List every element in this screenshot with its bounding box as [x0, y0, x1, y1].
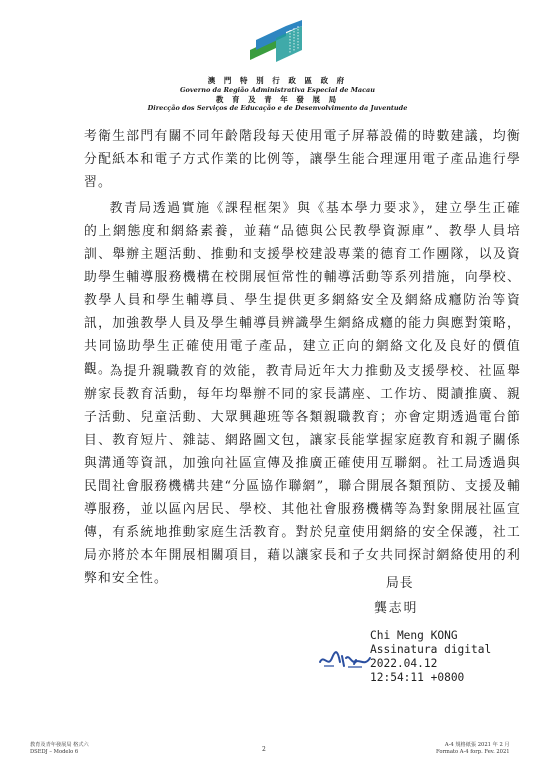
- org-name-cn: 澳 門 特 別 行 政 區 政 府: [207, 76, 348, 85]
- bureau-name-cn: 教 育 及 青 年 發 展 局: [215, 95, 340, 104]
- digital-date: 2022.04.12: [370, 657, 438, 670]
- digital-label: Assinatura digital: [370, 643, 492, 656]
- dsedj-logo-icon: [246, 20, 306, 68]
- page-number: 2: [262, 746, 266, 753]
- footer-paper-cn: A-4 規格紙張 2021 年 2 月: [444, 742, 510, 748]
- footer-form-code: DSEDJ – Modelo 6: [30, 749, 79, 755]
- footer-form-cn: 教育及青年發展局 格式六: [30, 742, 89, 748]
- footer-right: [436, 742, 510, 756]
- signer-name: 龔志明: [374, 601, 419, 616]
- footer-left: [30, 742, 89, 756]
- bureau-name-pt: Direcção dos Serviços de Educação e de Desenvolvimento da Juventude: [147, 104, 408, 112]
- digital-signer: Chi Meng KONG: [370, 629, 458, 642]
- paragraph-1: 考衛生部門有關不同年齡階段每天使用電子屏幕設備的時數建議，均衡分配紙本和電子方式作業的比例等，讓學生能合理運用電子產品進行學習。: [84, 129, 521, 190]
- handwritten-signature-icon: [318, 648, 372, 672]
- paragraph-2: 教青局透過實施《課程框架》與《基本學力要求》，建立學生正確的上網態度和網絡素養，並藉“品德與公民教學資源庫”、教學人員培訓、舉辦主題活動、推動和支援學校建設專業的德育工作團隊，以及資助學生輔導服務機構在校開展恒常性的輔導活動等系列措施，向學校、教學人員和學生輔導員、學生提供更多網絡安全及網絡成癮防治等資訊，加強教學人員及學生輔導員辨識學生網絡成癮的能力與應對策略，共同協助學生正確使用電子產品，建立正向的網絡文化及良好的價值觀。: [84, 201, 521, 377]
- paragraph-3: 為提升親職教育的效能，教青局近年大力推動及支援學校、社區舉辦家長教育活動，每年均舉辦不同的家長講座、工作坊、閱讀推廣、親子活動、兒童活動、大眾興趣班等各類親職教育；亦會定期透過電台節目、教育短片、雜誌、網路圖文包，讓家長能掌握家庭教育和親子關係與溝通等資訊，加強向社區宣傳及推廣正確使用互聯網。社工局透過與民間社會服務機構共建“分區協作聯網”，聯合開展各類預防、支援及輔導服務，並以區內居民、學校、其他社會服務機構等為對象開展社區宣傳，有系統地推動家庭生活教育。對於兒童使用網絡的安全保護，社工局亦將於本年開展相關項目，藉以讓家長和子女共同探討網絡使用的利弊和安全性。: [84, 364, 521, 586]
- digital-time: 12:54:11 +0800: [370, 671, 465, 684]
- signer-title: 局長: [386, 576, 414, 591]
- org-name-pt: Governo da Região Administrativa Especial de Macau: [180, 86, 375, 94]
- footer-paper-pt: Formato A-4 forp. Fev. 2021: [436, 749, 510, 755]
- digital-signature-block: [370, 629, 491, 685]
